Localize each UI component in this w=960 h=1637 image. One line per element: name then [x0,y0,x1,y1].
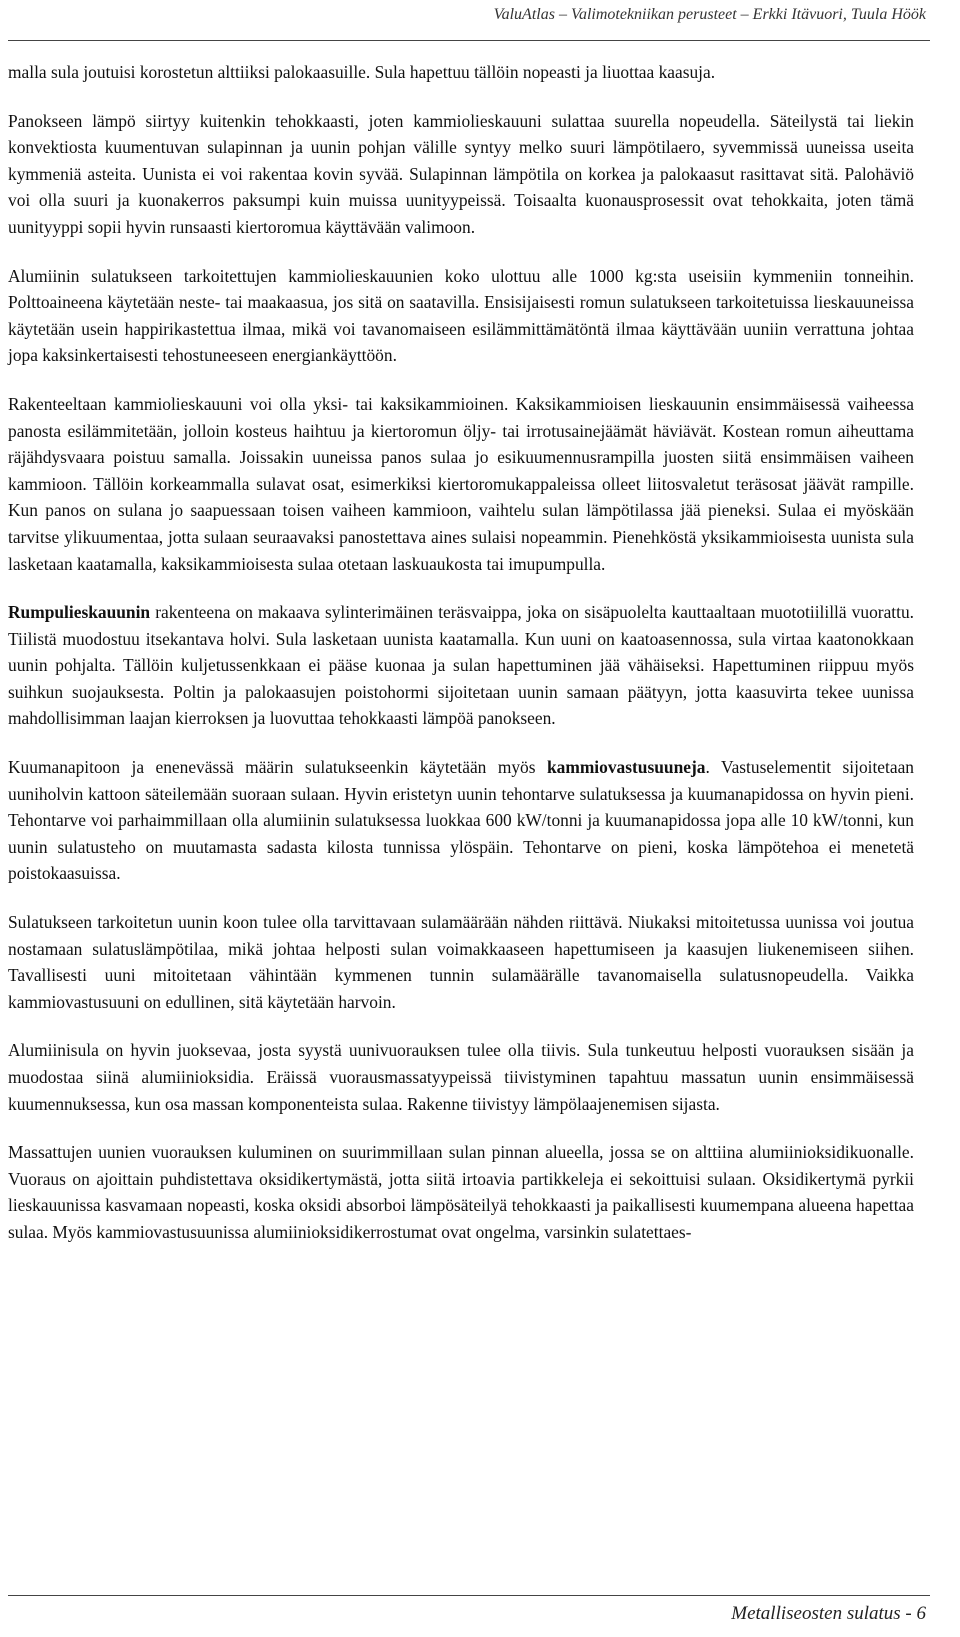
paragraph-chamber-structure: Rakenteeltaan kammiolieskauuni voi olla yksi- tai kaksikammioinen. Kaksikammioisen lieskauunin ensimmäisessä vaiheessa panosta esilämmitetään, jolloin kosteus haihtuu ja kiertoromun öljy- tai irrotusainejäämät häviävät. Kostean romun aiheuttama räjähdysvaara poistuu samalla. Joissakin uuneissa panos sulaa jo esikuumennusrampilla juosten siitä ensimmäisen vaiheen kammioon. Tällöin korkeammalla sulavat osat, esimerkiksi kiertoromukappaleissa olleet liitosvaletut teräsosat jäävät rampille. Kun panos on sulana jo saapuessaan toisen vaiheen kammioon, vaihtelu sulan lämpötilassa jää pieneksi. Sulaa ei myöskään tarvitse ylikuumentaa, jotta sulaan seuraavaksi panostettava aines sulaisi nopeammin. Pienehköstä yksikammioisesta uunista sula lasketaan kaatamalla, kaksikammioisesta sulaa otetaan laskuaukosta tai imupumpulla. [8,393,914,574]
header-divider [8,40,930,41]
term-rumpulieskauuni: Rumpulieskauunin [8,602,151,623]
paragraph-lining-tightness: Alumiinisula on hyvin juoksevaa, josta syystä uunivuorauksen tulee olla tiivis. Sula tunkeutuu helposti vuorauksen sisään ja muodostaa siinä alumiinioksidia. Eräissä vuorausmassatyypeissä tiivistyminen tapahtuu massatun uunin ensimmäisessä kuumennuksessa, kun osa massan komponenteista sulaa. Rakenne tiivistyy lämpölaajenemisen sijasta. [8,1040,914,1114]
paragraph-heat-transfer: Panokseen lämpö siirtyy kuitenkin tehokkaasti, joten kammiolieskauuni sulattaa suurella nopeudella. Säteilystä tai liekin konvektiosta kuumentuvan sulapinnan ja uunin pohjan välille syntyy melko suuri lämpötilaero, syvemmissä uuneissa useita kymmeniä asteita. Uunista ei voi rakentaa kovin syvää. Sulapinnan lämpötila on korkea ja palokaasut rasittavat sitä. Palohäviö voi olla suuri ja kuonakerros paksumpi kuin muissa uunityypeissä. Toisaalta kuonausprosessit ovat tehokkaita, joten tämä uunityyppi sopii hyvin runsaasti kiertoromua käyttävään valimoon. [8,110,914,237]
paragraph-resistance-furnace-text: . Vastuselementit sijoitetaan uuniholvin kattoon säteilemään suoraan sulaan. Hyvin eristetyn uunin tehontarve sulatuksessa ja kuumanapidossa on hyvin pieni. Tehontarve voi parhaimmillaan olla alumiinin sulatuksessa luokkaa 600 kW/tonni ja kuumanapidossa jopa alle 10 kW/tonni, kun uunin sulatusteho on muutamasta sadasta kilosta tunnissa ylöspäin. Tehontarve on pieni, koska lämpötehoa ei menetetä poistokaasuissa. [8,757,914,884]
paragraph-resistance-furnace [8,754,914,887]
paragraph-resistance-furnace-lead: Kuumanapitoon ja enenevässä määrin sulatukseenkin käytetään myös [8,757,547,778]
paragraph-rotary-furnace-text: rakenteena on makaava sylinterimäinen teräsvaippa, joka on sisäpuolelta kauttaaltaan muototiilillä vuorattu. Tiilistä muodostuu itsekantava holvi. Sula lasketaan uunista kaatamalla. Kun uuni on kaatoasennossa, sula virtaa kaatonokkaan uunin pohjalta. Tällöin kuljetussenkkaan ei pääse kuonaa ja sulan hapettuminen jää vähäiseksi. Hapettuminen riippuu myös suihkun suojauksesta. Poltin ja palokaasujen poistohormi sijoitetaan uunin samaan päätyyn, jotta kaasuvirta tekee uunissa mahdollisimman laajan kierroksen ja luovuttaa tehokkaasti lämpöä panokseen. [8,602,914,729]
term-kammiovastusuuni: kammiovastusuuneja [546,757,706,778]
paragraph-continuation: malla sula joutuisi korostetun alttiiksi palokaasuille. Sula hapettuu tällöin nopeasti ja liuottaa kaasuja. [8,62,716,82]
body-text [8,59,914,1246]
paragraph-furnace-size: Alumiinin sulatukseen tarkoitettujen kammiolieskauunien koko ulottuu alle 1000 kg:sta useisiin kymmeniin tonneihin. Polttoaineena käytetään neste- tai maakaasua, jos sitä on saatavilla. Ensisijaisesti romun sulatukseen tarkoitetuissa lieskauuneissa käytetään usein happirikastettua ilmaa, mikä voi tavanomaiseen esilämmittämätöntä ilmaa käyttävään uuniin verrattuna johtaa jopa kaksinkertaisesti tehostuneeseen energiankäyttöön. [8,265,914,366]
footer-divider [8,1595,930,1596]
paragraph-lining-wear: Massattujen uunien vuorauksen kuluminen on suurimmillaan sulan pinnan alueella, jossa se on alttiina alumiinioksidikuonalle. Vuoraus on ajoittain puhdistettava oksidikertymästä, jotta siitä irtoavia partikkeleja ei sekoittuisi sulaan. Oksidikertymä pyrkii lieskauunissa kasvamaan nopeasti, koska oksidi absorboi lämpösäteilyä tehokkaasti ja paikallisesti kuumempana alueena hapettaa sulaa. Myös kammiovastusuunissa alumiinioksidikerrostumat ovat ongelma, varsinkin sulatettaes- [8,1142,914,1242]
paragraph-rotary-furnace [8,599,914,732]
paragraph-furnace-sizing: Sulatukseen tarkoitetun uunin koon tulee olla tarvittavaan sulamäärään nähden riittävä. Niukaksi mitoitetussa uunissa voi joutua nostamaan sulatuslämpötilaa, mikä johtaa helposti sulan voimakkaaseen hapettumiseen ja kaasujen liukenemiseen siihen. Tavallisesti uuni mitoitetaan vähintään kymmenen tunnin sulamäärälle tavanomaisella sulatusnopeudella. Vaikka kammiovastusuuni on edullinen, sitä käytetään harvoin. [8,912,914,1012]
page-footer: Metalliseosten sulatus - 6 [731,1603,926,1624]
running-header: ValuAtlas – Valimotekniikan perusteet – Erkki Itävuori, Tuula Höök [493,6,926,23]
